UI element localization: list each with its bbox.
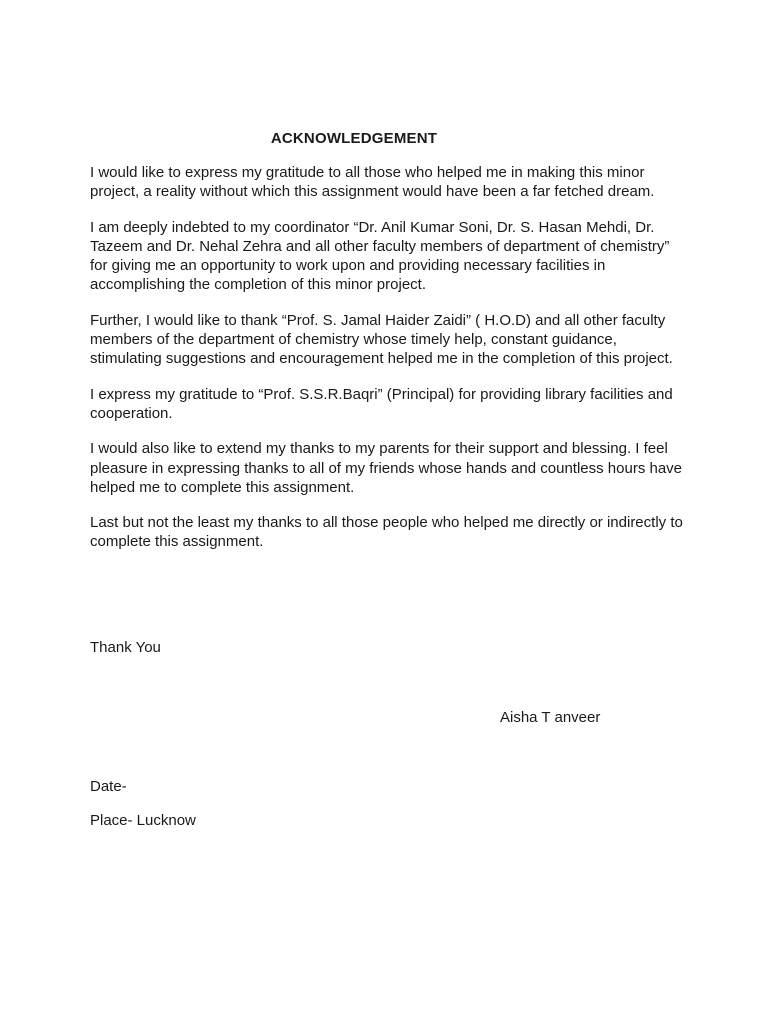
paragraph-gratitude: I would like to express my gratitude to all those who helped me in making this minor project, a reality without which this assignment would have been a far fetched dream.: [90, 164, 655, 201]
paragraph-principal: I express my gratitude to “Prof. S.S.R.Baqri” (Principal) for providing library facilities and cooperation.: [90, 385, 673, 422]
paragraph-last: Last but not the least my thanks to all those people who helped me directly or indirectly to complete this assignment.: [90, 514, 683, 551]
paragraph-coordinators: I am deeply indebted to my coordinator “Dr. Anil Kumar Soni, Dr. S. Hasan Mehdi, Dr. Tazeem and Dr. Nehal Zehra and all other faculty members of department of chemistry” for giving me an opportunity to work upon and providing necessary facilities in accomplishing the completion of this minor project.: [90, 218, 670, 294]
closing-text: Thank You: [90, 639, 161, 656]
paragraph-parents-friends: I would also like to extend my thanks to my parents for their support and blessing. I feel pleasure in expressing thanks to all of my friends whose hands and countless hours have helped me to complete this assignment.: [90, 440, 683, 496]
document-body: [90, 163, 686, 568]
place-label: Place- Lucknow: [90, 812, 196, 829]
author-signature: Aisha T anveer: [500, 709, 601, 726]
document-title: ACKNOWLEDGEMENT: [270, 130, 438, 147]
paragraph-hod: Further, I would like to thank “Prof. S. Jamal Haider Zaidi” ( H.O.D) and all other faculty members of the department of chemistry whose timely help, constant guidance, stimulating suggestions and encouragement helped me in the completion of this project.: [90, 311, 673, 368]
date-label: Date-: [90, 778, 127, 795]
